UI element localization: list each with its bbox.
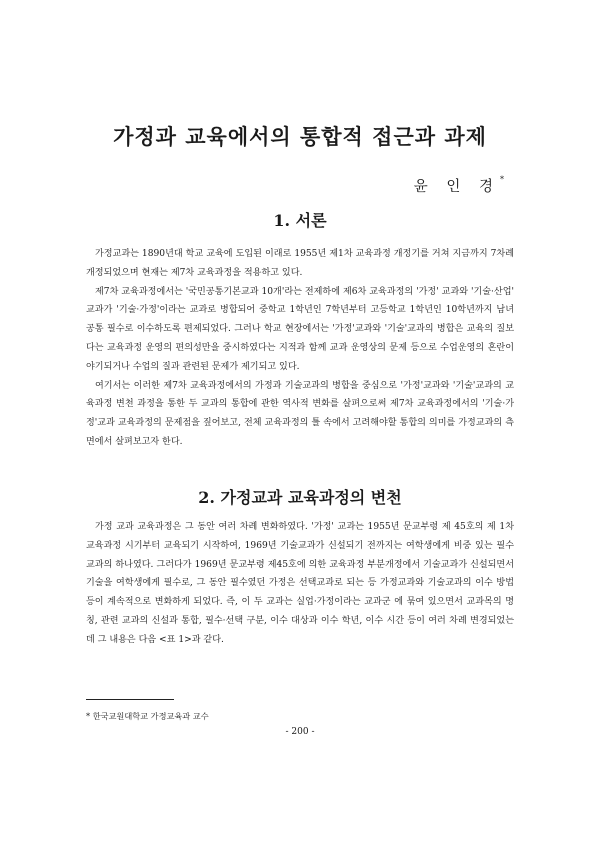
author-name-text: 윤 인 경: [413, 179, 500, 195]
footnote: * 한국교원대학교 가정교육과 교수: [86, 711, 209, 721]
section-heading-curriculum-history: 2. 가정교과 교육과정의 변천: [198, 488, 402, 507]
author-footnote-mark: *: [500, 175, 504, 184]
section-body-curriculum-history: [86, 518, 514, 650]
page-number: - 200 -: [285, 727, 315, 737]
author-name: [414, 175, 504, 196]
footnote-divider: [86, 699, 174, 700]
paragraph: 여기서는 이러한 제7차 교육과정에서의 가정과 기술교과의 병합을 중심으로 '가정'교과와 '기술'교과의 교육과정 변천 과정을 통한 두 교과의 통합에 관한 역사적 변화를 살펴으로써 제7차 교육과정에서의 '기술·가정'교과 교육과정의 문제점을 짚어보고, 전체 교육과정의 틀 속에서 고려해야할 통합의 의미를 가정교과의 측면에서 살펴보고자 한다.: [86, 380, 514, 447]
section-heading-introduction: 1. 서론: [273, 211, 327, 230]
paragraph: 가정교과는 1890년대 학교 교육에 도입된 이래로 1955년 제1차 교육과정 개정기를 거쳐 지금까지 7차례 개정되었으며 현재는 제7차 교육과정을 적용하고 있다.: [86, 249, 514, 278]
paper-title: 가정과 교육에서의 통합적 접근과 과제: [113, 124, 487, 149]
paragraph: 가정 교과 교육과정은 그 동안 여러 차례 변화하였다. '가정' 교과는 1955년 문교부령 제 45호의 제 1차 교육과정 시기부터 교육되기 시작하여, 1969년 기술교과가 신설되기 전까지는 여학생에게 비중 있는 필수 교과의 하나였다. 그러다가 1969년 문교부령 제45호에 의한 교육과정 부분개정에서 기술교과가 신설되면서 기술을 여학생에게 필수로, 그 동안 필수였던 가정은 선택교과로 되는 등 가정교과와 기술교과의 이수 방법 등이 계속적으로 변화하게 되었다. 즉, 이 두 교과는 실업·가정이라는 교과군 에 묶여 있으면서 교과목의 명칭, 관련 교과의 신설과 통합, 필수·선택 구분, 이수 대상과 이수 학년, 이수 시간 등이 여러 차례 변경되었는데 그 내용은 다음 <표 1>과 같다.: [86, 522, 514, 645]
paragraph: 제7차 교육과정에서는 '국민공통기본교과 10개'라는 전제하에 제6차 교육과정의 '가정' 교과와 '기술·산업' 교과가 '기술·가정'이라는 교과로 병합되어 중학교 1학년인 7학년부터 고등학교 1학년인 10학년까지 남녀 공통 필수로 이수하도록 편제되었다. 그러나 학교 현장에서는 '가정'교과와 '기술'교과의 병합은 교육의 질보다는 교육과정 운영의 편의성만을 중시하였다는 지적과 함께 교과 운영상의 문제 등으로 수업운영의 혼란이 야기되거나 수업의 질과 관련된 문제가 제기되고 있다.: [86, 286, 514, 372]
section-body-introduction: [86, 245, 514, 452]
